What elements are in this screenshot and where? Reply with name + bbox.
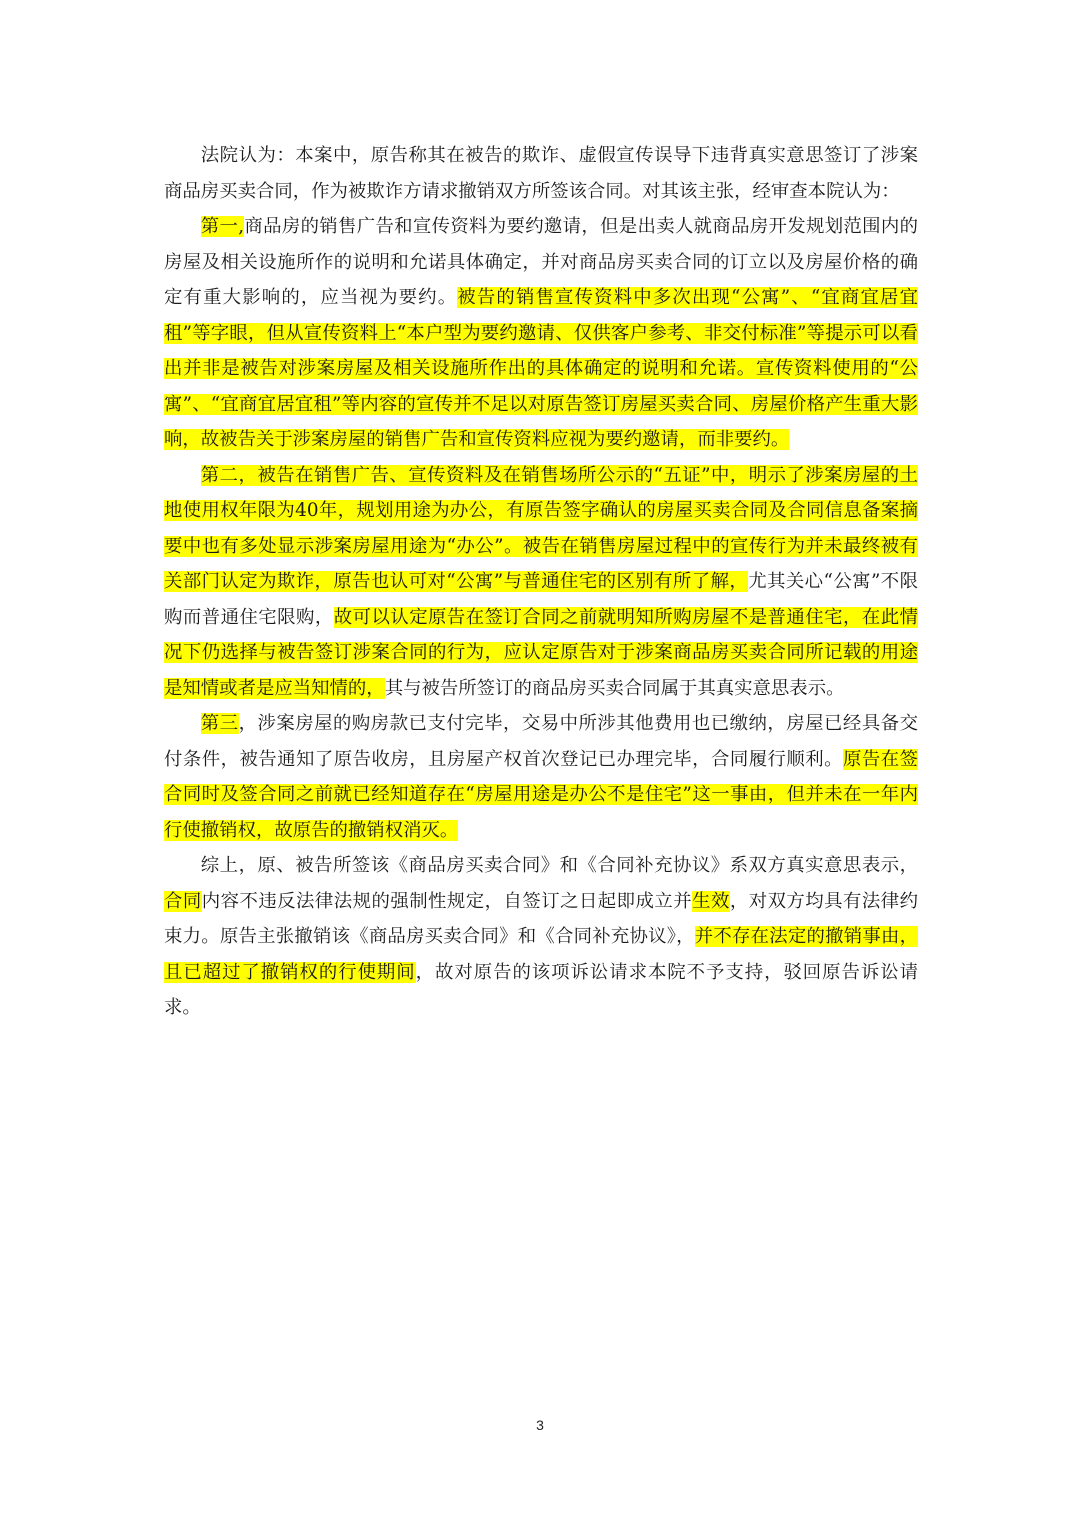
- paragraph-point-two: [164, 458, 918, 707]
- highlighted-text-run: 生效: [692, 890, 730, 912]
- paragraph-point-three: [164, 706, 918, 848]
- highlighted-text-run: 并不存在法定的撤销事由，且已超过了撤销权的行使期间: [164, 926, 918, 983]
- highlighted-text-run: 第三: [200, 713, 239, 734]
- text-run: ，对双方均具有法律约束力。原告主张撤销该《商品房买卖合同》和《合同补充协议》，: [164, 890, 918, 947]
- text-run: 商品房的销售广告和宣传资料为要约邀请，但是出卖人就商品房开发规划范围内的房屋及相关设施所作的说明和允诺具体确定，并对商品房买卖合同的订立以及房屋价格的确定有重大影响的，应当视为要约。: [164, 216, 918, 308]
- highlighted-text-run: 被告的销售宣传资料中多次出现“公寓”、“宜商宜居宜租”等字眼，但从宣传资料上“本户型为要约邀请、仅供客户参考、非交付标准”等提示可以看出并非是被告对涉案房屋及相关设施所作出的具体确定的说明和允诺。宣传资料使用的“公寓”、“宜商宜居宜租”等内容的宣传并不足以对原告签订房屋买卖合同、房屋价格产生重大影响，故被告关于涉案房屋的销售广告和宣传资料应视为要约邀请，而非要约。: [164, 287, 918, 450]
- text-run: 法院认为：本案中，原告称其在被告的欺诈、虚假宣传误导下违背真实意思签订了涉案商品房买卖合同，作为被欺诈方请求撤销双方所签该合同。对其该主张，经审查本院认为：: [164, 145, 918, 202]
- highlighted-text-run: 故可以认定原告在签订合同之前就明知所购房屋不是普通住宅，在此情况下仍选择与被告签订涉案合同的行为，应认定原告对于涉案商品房买卖合同所记载的用途是知情或者是应当知情的，: [164, 606, 918, 699]
- highlighted-text-run: 第二，被告在销售广告、宣传资料及在销售场所公示的“五证”中，明示了涉案房屋的土地使用权年限为40年，规划用途为办公，有原告签字确认的房屋买卖合同及合同信息备案摘要中也有多处显示涉案房屋用途为“办公”。被告在销售房屋过程中的宣传行为并未最终被有关部门认定为欺诈，原告也认可对“公寓”与普通住宅的区别有所了解，: [164, 464, 918, 592]
- text-run: 内容不违反法律法规的强制性规定，自签订之日起即成立并: [201, 890, 693, 912]
- paragraph-court-opinion: [164, 138, 918, 209]
- paragraph-conclusion: [164, 848, 918, 1026]
- highlighted-text-run: 第一,: [200, 216, 245, 237]
- text-run: ，涉案房屋的购房款已支付完毕，交易中所涉其他费用也已缴纳，房屋已经具备交付条件，被告通知了原告收房，且房屋产权首次登记已办理完毕，合同履行顺利。: [164, 713, 918, 770]
- highlighted-text-run: 合同: [164, 890, 202, 912]
- text-run: 尤其关心“公寓”不限购而普通住宅限购，: [164, 571, 918, 628]
- text-run: 综上，原、被告所签该《商品房买卖合同》和《合同补充协议》系双方真实意思表示，: [200, 855, 918, 876]
- paragraph-point-one: [164, 209, 918, 458]
- page-number: 3: [536, 1417, 544, 1433]
- text-run: ，故对原告的该项诉讼请求本院不予支持，驳回原告诉讼请求。: [164, 961, 918, 1018]
- document-body: [164, 138, 918, 1026]
- highlighted-text-run: 原告在签合同时及签合同之前就已经知道存在“房屋用途是办公不是住宅”这一事由，但并未在一年内行使撤销权，故原告的撤销权消灭。: [164, 748, 918, 841]
- text-run: 其与被告所签订的商品房买卖合同属于其真实意思表示。: [384, 677, 845, 699]
